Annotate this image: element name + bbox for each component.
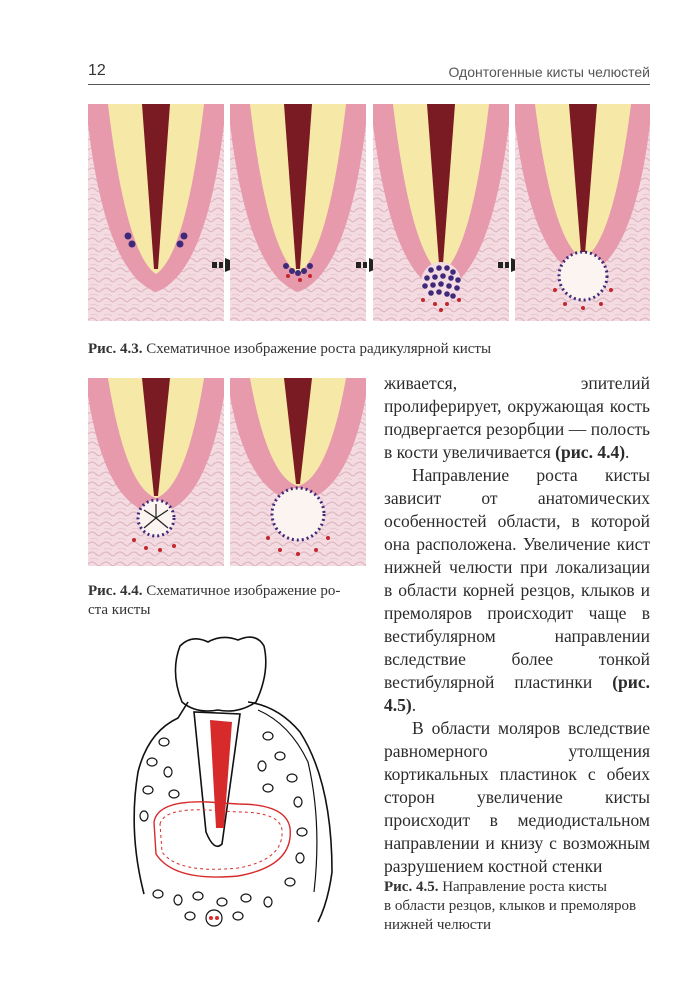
fig43-panel-1	[88, 104, 224, 321]
paragraph-3	[384, 717, 650, 878]
paragraph-1-text: живается, эпителий пролиферирует, окружающая кость подвергается резорбции — полость в кости увеличивается	[384, 373, 650, 462]
paragraph-3-text: В области моляров вследствие равномерного утолщения кортикальных пластинок с обеих сторон увеличение кисты происходит в медиодистальном направлении и книзу с возможным разрушением костной стенки	[384, 718, 650, 876]
fig43-label: Рис. 4.3.	[88, 341, 143, 357]
paragraph-2	[384, 464, 650, 717]
fig43-text: Схематичное изображение роста радикулярной кисты	[146, 341, 492, 357]
fig44-text-line2: ста кисты	[88, 602, 151, 618]
page-number: 12	[88, 62, 106, 79]
paragraph-2-end: .	[411, 695, 417, 715]
paragraph-1	[384, 372, 650, 464]
fig44-caption	[88, 582, 368, 620]
page-header	[88, 62, 650, 85]
fig43-caption	[88, 340, 648, 359]
fig45-text-line2: в области резцов, клыков и премоляров нижней челюсти	[384, 898, 637, 933]
fig45-reference: (рис. 4.5)	[384, 672, 650, 715]
fig43-panel-4	[515, 104, 650, 321]
fig44-reference: (рис. 4.4)	[555, 442, 626, 462]
fig45-drawing	[118, 632, 348, 942]
body-text	[384, 372, 650, 878]
fig44-label: Рис. 4.4.	[88, 583, 143, 599]
fig44-panel-2	[230, 378, 366, 566]
fig45-label: Рис. 4.5.	[384, 879, 439, 895]
running-title: Одонтогенные кисты челюстей	[448, 64, 650, 80]
fig44-text-line1: Схематичное изображение ро-	[146, 583, 341, 599]
fig45-text-line1: Направление роста кисты	[442, 879, 607, 895]
fig44-panel-1	[88, 378, 224, 566]
fig45-caption	[384, 878, 650, 935]
fig43-panel-2	[230, 104, 366, 321]
paragraph-1-end: .	[625, 442, 630, 462]
paragraph-2-text: Направление роста кисты зависит от анатомических особенностей области, в которой она расположена. Увеличение кист нижней челюсти при локализации в области корней резцов, клыков и премоляров происходит чаще в вестибулярном направлении вследствие более тонкой вестибулярной пластинки	[384, 465, 650, 692]
fig43-panel-3	[373, 104, 509, 321]
